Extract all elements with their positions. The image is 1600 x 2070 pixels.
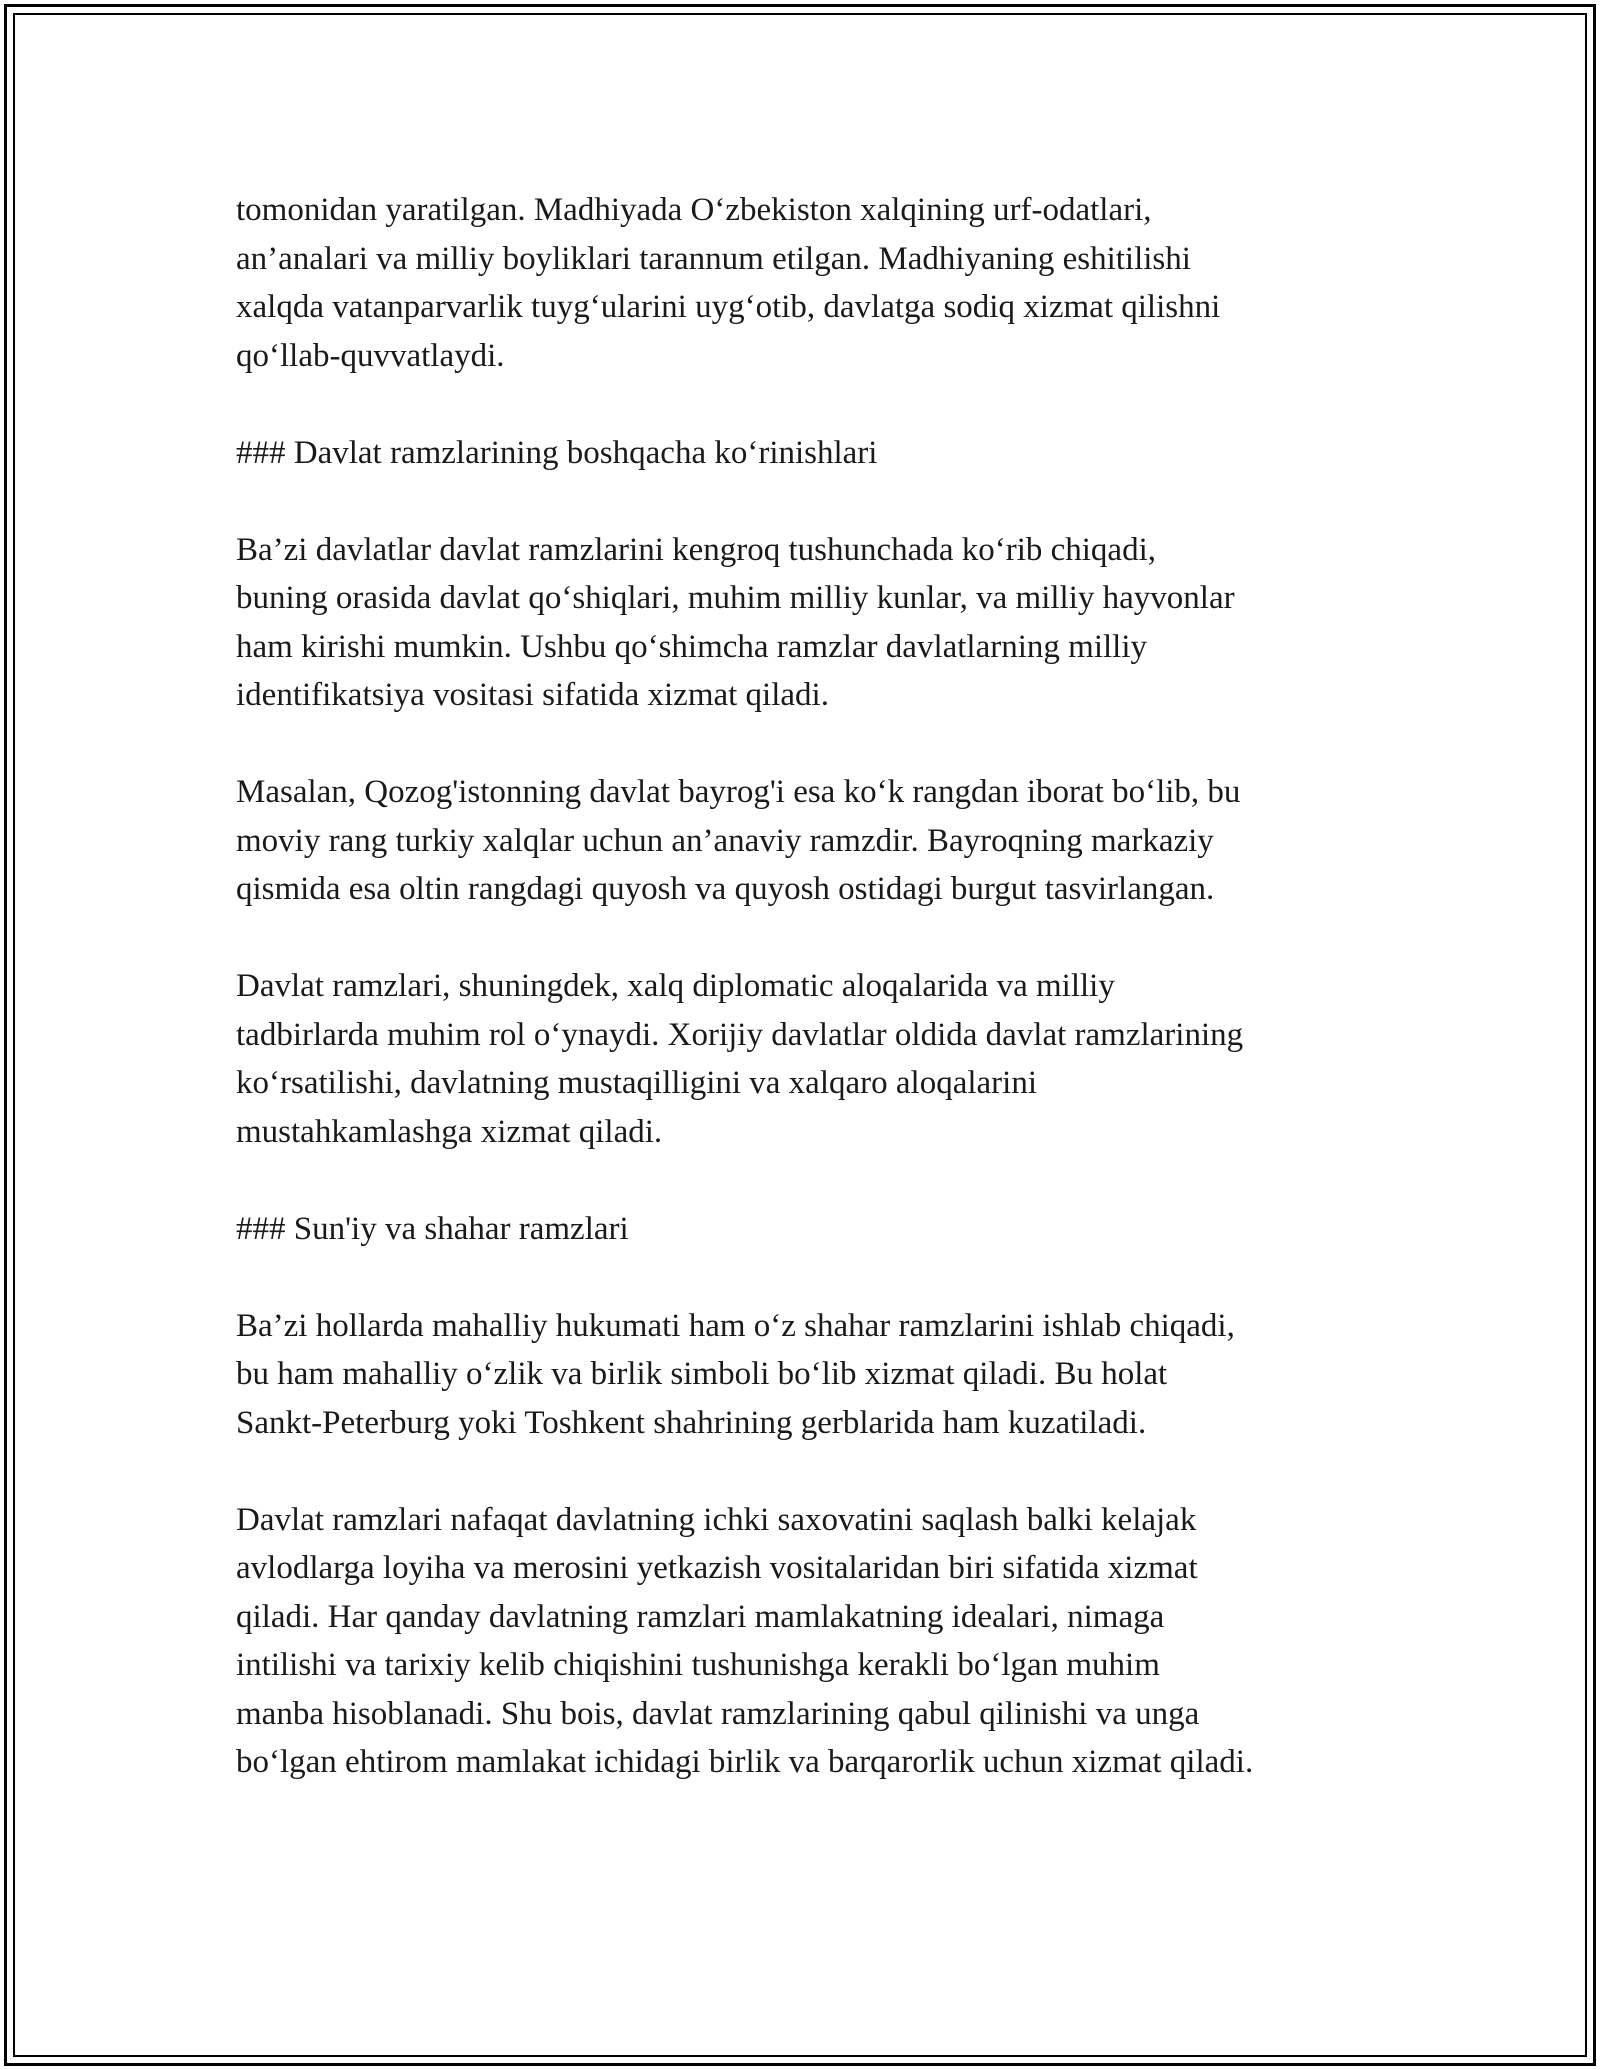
paragraph-diplomacy: Davlat ramzlari, shuningdek, xalq diplomatic aloqalarida va milliy tadbirlarda muhim rol o‘ynaydi. Xorijiy davlatlar oldida davlat ramzlarining ko‘rsatilishi, davlatning mustaqilligini va xalqaro aloqalarini mustahkamlashga xizmat qiladi. [236,968,1244,1150]
heading-other-forms: ### Davlat ramzlarining boshqacha ko‘rinishlari [236,434,878,471]
heading-city-symbols: ### Sun'iy va shahar ramzlari [236,1210,629,1247]
paragraph-anthem-continuation: tomonidan yaratilgan. Madhiyada O‘zbekiston xalqining urf-odatlari, an’analari va milliy boyliklari tarannum etilgan. Madhiyaning eshitilishi xalqda vatanparvarlik tuyg‘ularini uyg‘otib, davlatga sodiq xizmat qilishni qo‘llab-quvvatlaydi. [236,192,1221,374]
paragraph-kazakhstan-flag: Masalan, Qozog'istonning davlat bayrog'i esa ko‘k rangdan iborat bo‘lib, bu moviy rang turkiy xalqlar uchun an’anaviy ramzdir. Bayroqning markaziy qismida esa oltin rangdagi quyosh va quyosh ostidagi burgut tasvirlangan. [236,774,1241,907]
paragraph-broader-symbols: Ba’zi davlatlar davlat ramzlarini kengroq tushunchada ko‘rib chiqadi, buning orasida davlat qo‘shiqlari, muhim milliy kunlar, va milliy hayvonlar ham kirishi mumkin. Ushbu qo‘shimcha ramzlar davlatlarning milliy identifikatsiya vositasi sifatida xizmat qiladi. [236,531,1235,713]
paragraph-local-symbols: Ba’zi hollarda mahalliy hukumati ham o‘z shahar ramzlarini ishlab chiqadi, bu ham mahalliy o‘zlik va birlik simboli bo‘lib xizmat qiladi. Bu holat Sankt-Peterburg yoki Toshkent shahrining gerblarida ham kuzatiladi. [236,1307,1235,1441]
paragraph-conclusion: Davlat ramzlari nafaqat davlatning ichki saxovatini saqlash balki kelajak avlodlarga loyiha va merosini yetkazish vositalaridan biri sifatida xizmat qiladi. Har qanday davlatning ramzlari mamlakatning idealari, nimaga intilishi va tarixiy kelib chiqishini tushunishga kerakli bo‘lgan muhim manba hisoblanadi. Shu bois, davlat ramzlarining qabul qilinishi va unga bo‘lgan ehtirom mamlakat ichidagi birlik va barqarorlik uchun xizmat qiladi. [236,1501,1254,1780]
document-body [236,186,1396,1787]
